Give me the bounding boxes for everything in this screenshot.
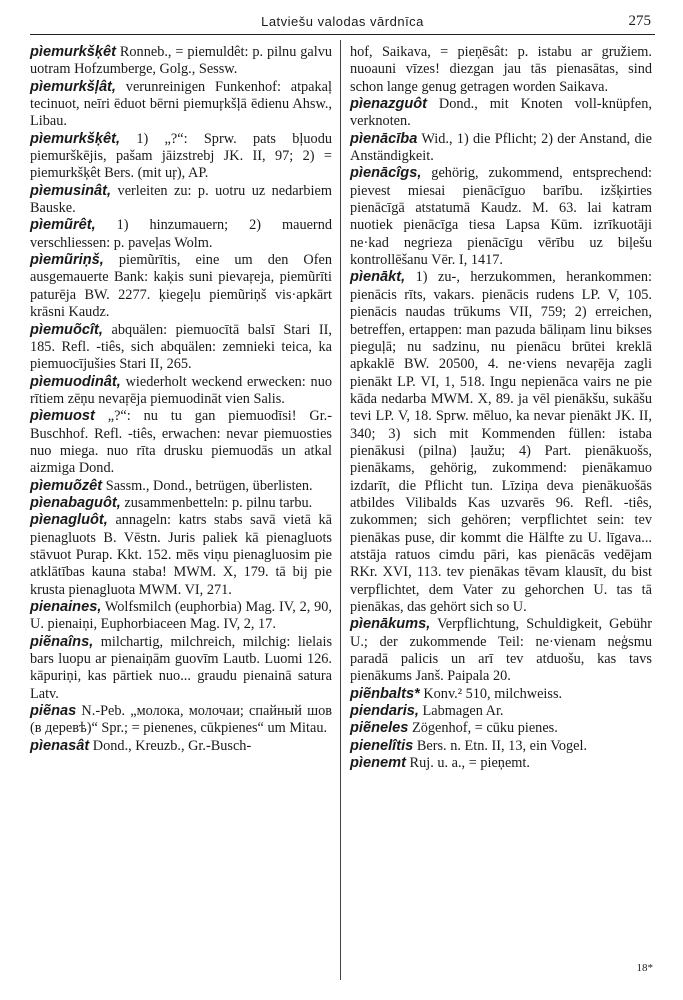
entry-headword: pìenemt	[350, 755, 406, 772]
running-title: Latviešu valodas vārdnīca	[261, 14, 424, 29]
entry-headword: piẽnaîns,	[30, 633, 94, 650]
entry-headword: pìenākums,	[350, 616, 431, 633]
entry-definition: Bers. n. Etn. II, 13, ein Vogel.	[416, 737, 588, 754]
right-column	[350, 44, 652, 772]
entry-definition: gehörig, zukommend, entsprechend: pievest miesai pienācīguo barību. izšķirties pienācīgā atstatumā Kaudz. M. 63. lai katram nuotiek pienācīga tiesa Lapsa Kūm. izrīkuotāji ne·kad negrieza pienācīgu vērību uz biļešu kontrollēšanu Vēr. I, 1417.	[350, 165, 653, 269]
dictionary-entry	[30, 252, 332, 321]
entry-definition: „?“: nu tu gan piemuodīsi! Gr.-Buschhof. Refl. -tiês, erwachen: nevar piemuosties nuo miega. nuo rīta drusku piemuodās un atkal aizmiga Dond.	[30, 408, 333, 477]
dictionary-entry	[30, 478, 332, 495]
entry-headword: pìenasât	[30, 737, 90, 754]
entry-definition: verleiten zu: p. uotru uz nedarbiem Bauske.	[30, 182, 332, 217]
entry-definition: Konv.² 510, milchweiss.	[423, 685, 563, 702]
dictionary-entry	[350, 686, 652, 703]
entry-definition: Verpflichtung, Schuldigkeit, Gebühr U.; der zukommende Teil: ne·vienam neģsmu paradā palicis un arī tev atduošu, kas tavs pienākums Janš. Paipala 20.	[350, 616, 652, 685]
dictionary-entry	[350, 703, 652, 720]
entry-definition: Dond., mit Knoten voll-knüpfen, verknoten.	[350, 96, 652, 130]
entry-headword: piẽnbalts*	[350, 685, 420, 702]
entry-definition: hof, Saikava, = pieņēsât: p. istabu ar gružiem. nuoauni vīzes! diezgan jau tās pienasātas, sind schon lange genug getragen worden Saikava.	[350, 44, 652, 95]
dictionary-entry	[350, 96, 652, 131]
entry-headword: pìemũriņš,	[30, 252, 104, 269]
dictionary-entry	[350, 720, 652, 737]
dictionary-entry	[30, 599, 332, 634]
entry-headword: pìenākt,	[350, 269, 406, 286]
dictionary-entry	[30, 634, 332, 703]
signature-mark: 18*	[636, 962, 653, 974]
page-number: 275	[628, 13, 651, 29]
dictionary-entry	[30, 183, 332, 218]
entry-definition: Zögenhof, = cūku pienes.	[411, 720, 558, 737]
column-divider	[340, 40, 341, 980]
dictionary-entry	[30, 512, 332, 599]
dictionary-entry	[350, 616, 652, 685]
entry-definition: Sassm., Dond., betrügen, überlisten.	[105, 477, 313, 494]
entry-definition: Dond., Kreuzb., Gr.-Busch-	[92, 737, 252, 754]
entry-headword: pìenabaguôt,	[30, 494, 121, 511]
dictionary-entry	[30, 738, 332, 755]
dictionary-entry	[30, 322, 332, 374]
left-column	[30, 44, 332, 755]
dictionary-entry	[350, 44, 652, 96]
entry-headword: pìemurkšļât,	[30, 78, 116, 95]
entry-headword: piendaris,	[350, 703, 419, 720]
entry-headword: pìemuõzêt	[30, 477, 103, 494]
entry-definition: Ruj. u. a., = pieņemt.	[409, 755, 530, 772]
dictionary-entry	[30, 374, 332, 409]
entry-headword: pìenācîgs,	[350, 165, 422, 182]
entry-headword: pìemurkšķêt,	[30, 130, 121, 147]
dictionary-entry	[350, 269, 652, 616]
entry-headword: pienaines,	[30, 599, 102, 615]
entry-headword: pìemuodinât,	[30, 373, 121, 390]
dictionary-entry	[30, 79, 332, 131]
entry-headword: pìemuost	[30, 408, 95, 425]
entry-definition: Ronneb., = piemuldêt: p. pilnu galvu uotram Hofzumberge, Golg., Sessw.	[30, 44, 332, 78]
entry-headword: piẽneles	[350, 720, 409, 737]
dictionary-entry	[350, 131, 652, 166]
dictionary-entry	[30, 217, 332, 252]
page-header	[30, 12, 655, 35]
entry-headword: piẽnas	[30, 703, 77, 720]
dictionary-entry	[30, 703, 332, 738]
entry-headword: pìemurkšķêt	[30, 44, 116, 60]
dictionary-entry	[350, 755, 652, 772]
entry-definition: verunreinigen Funkenhof: atpakaļ tecinuot, neīri ēduot bērni piemuŗkšļā ēdienu Ahsw., Libau.	[30, 78, 332, 130]
dictionary-entry	[30, 495, 332, 512]
entry-definition: 1) zu-, herzukommen, herankommen: pienācis rīts, vakars. pienācis rudens LP. V, 105. pienācis naudas trūkums VII, 759; 2) erreichen, betreffen, ertappen: man pazuda bāliņam linu bikses pieguļā; nu sadzinu, nu pienācu brūtei kreklā apkaklē BW. 20500, 4. ne·viens nevaŗēja zagli pienākt LP. VI, 1, 518. Ingu nepienāca vairs ne pie kāda nedarba MWM. X, 89. ja vēl pienākšu, sukāšu tevi LP. V, 18. Sprw. mēluo, ka nevar pienākt JK. II, 340; 3) sich mit Kommenden füllen: istaba pienākusi (pilna) ļaužu; 4) Part. pienākuošs, pienākams, gehörig, zukommend: pienākamuo izdarīt, die Pflicht tun. Līziņa deva pienākuošās atbildes Vilibalds Kas uzvarēs 96. Refl. -tiês, zukommen; sich gehören; verpflichtet sein: tev pienākas puse, dir kommt die Hälfte zu U. līgava... atstāja ratuos cimdu pāri, kas pienācās vedējam RKr. XVI, 113. tev pienākas tēvam klausīt, du bist verpflichtet, dem Vater zu gehorchen U. tas tā pienākas, das gehört sich so U.	[350, 269, 652, 615]
entry-definition: wiederholt weckend erwecken: nuo rītiem zēņu nevaŗēja piemuodināt vien Salis.	[30, 373, 332, 407]
dictionary-entry	[30, 131, 332, 183]
entry-definition: milchartig, milchreich, milchig: lielais bars luopu ar pienaiņām guovīm Lautb. Luomi 126. kāpuriņi, kas pārtiek nuo... graudu pienainā satura Latv.	[30, 633, 333, 702]
entry-definition: Wid., 1) die Pflicht; 2) der Anstand, die Anständigkeit.	[350, 130, 652, 165]
dictionary-entry	[350, 165, 652, 269]
entry-headword: pìemuõcît,	[30, 321, 103, 338]
entry-definition: abquälen: piemuocītā balsī Stari II, 185. Refl. -tiês, sich abquälen: zemnieki teica, ka piemuocījušies Stari II, 265.	[30, 321, 332, 373]
entry-definition: annageln: katrs stabs savā vietā kā pienagluots B. Vēstn. Juris paliek kā pienagluots stāvuot Purap. Kkt. 152. mēs viņu pienagluosim pie atklātības kauna staba! MWM. X, 179. tā bij pie krusta pienagluota MWM. VI, 271.	[30, 512, 333, 598]
entry-headword: pìenācība	[350, 130, 418, 147]
entry-definition: 1) „?“: Sprw. pats bļuodu piemurškējis, pašam jāizstrebj JK. II, 97; 2) = piemurkšķêt Bers. (mit uŗ), AP.	[30, 130, 332, 182]
entry-headword: pìenazguôt	[350, 96, 428, 113]
entry-definition: N.-Peb. „молока, молочаи; спайный шов (в деревѣ)“ Spr.; = pienenes, cūkpienes“ um Mitau.	[30, 703, 332, 737]
entry-headword: pìemũrêt,	[30, 217, 96, 234]
entry-definition: Labmagen Ar.	[422, 703, 504, 720]
entry-definition: zusammenbetteln: p. pilnu tarbu.	[124, 494, 313, 511]
dictionary-entry	[30, 44, 332, 79]
entry-definition: 1) hinzumauern; 2) mauernd verschliessen: p. paveļas Wolm.	[30, 217, 332, 251]
entry-headword: pìenagluôt,	[30, 512, 108, 529]
dictionary-entry	[350, 738, 652, 755]
entry-headword: pienelîtis	[350, 737, 414, 754]
entry-headword: pìemusinât,	[30, 182, 112, 199]
entry-definition: Wolfsmilch (euphorbia) Mag. IV, 2, 90, U. pienaiņi, Euphorbiaceen Mag. IV, 2, 17.	[30, 599, 332, 633]
dictionary-entry	[30, 408, 332, 477]
entry-definition: piemũrītis, eine um den Ofen ausgemauerte Bank: kaķis suni pievaŗeja, piemũrīti paturēja BW. 2277. ķiegeļu piemũriņš vis·apkārt krāsni Kaudz.	[30, 252, 333, 321]
